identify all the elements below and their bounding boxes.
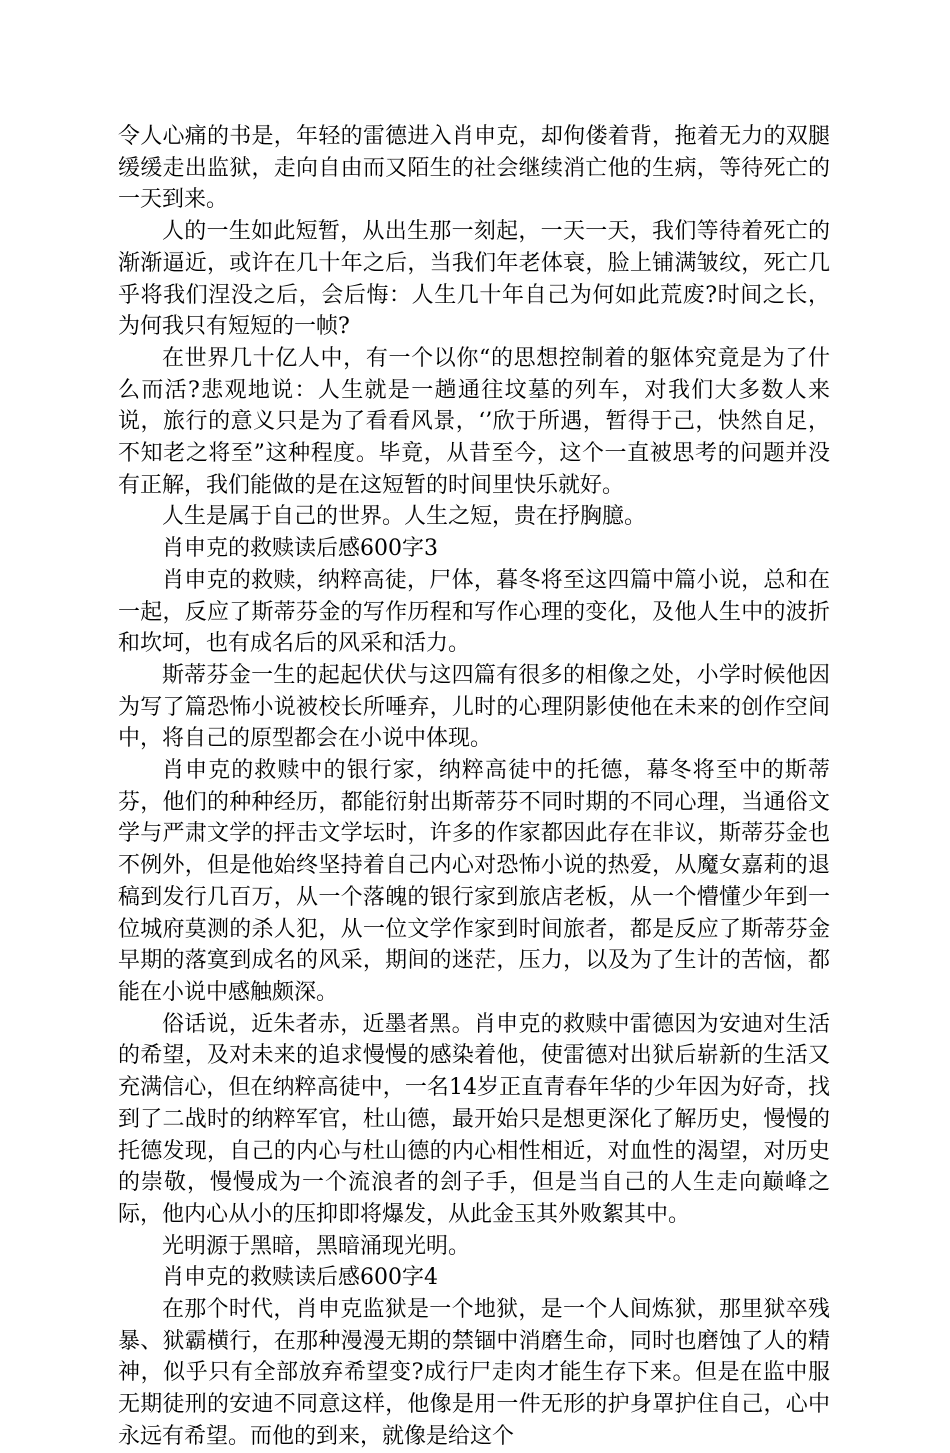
paragraph: 人的一生如此短暂，从出生那一刻起，一天一天，我们等待着死亡的渐渐逼近，或许在几十年之后，当我们年老体衰，脸上铺满皱纹，死亡几乎将我们涅没之后，会后悔：人生几十年自己为何如此荒废?时间之长，为何我只有短短的一帧? — [118, 219, 830, 340]
section-heading: 肖申克的救赎读后感600字4 — [162, 1265, 438, 1291]
paragraph: 斯蒂芬金一生的起起伏伏与这四篇有很多的相像之处，小学时候他因为写了篇恐怖小说被校长所唾弃，儿时的心理阴影使他在未来的创作空间中，将自己的原型都会在小说中体现。 — [118, 662, 830, 752]
section-heading: 肖申克的救赎读后感600字3 — [162, 536, 438, 562]
paragraph: 令人心痛的书是，年轻的雷德进入肖申克，却佝偻着背，拖着无力的双腿缓缓走出监狱，走向自由而又陌生的社会继续消亡他的生病，等待死亡的一天到来。 — [118, 124, 830, 213]
paragraph: 在那个时代，肖申克监狱是一个地狱，是一个人间炼狱，那里狱卒残暴、狱霸横行，在那种漫漫无期的禁锢中消磨生命，同时也磨蚀了人的精神，似乎只有全部放弃希望变?成行尸走肉才能生存下来。但是在监中服无期徒刑的安迪不同意这样，他像是用一件无形的护身罩护住自己，心中永远有希望。而他的到来，就像是给这个 — [118, 1297, 830, 1449]
paragraph: 光明源于黑暗，黑暗涌现光明。 — [162, 1233, 471, 1259]
paragraph: 肖申克的救赎中的银行家，纳粹高徒中的托德，幕冬将至中的斯蒂芬，他们的种种经历，都能衍射出斯蒂芬不同时期的不同心理，当通俗文学与严肃文学的抨击文学坛时，许多的作家都因此存在非议，斯蒂芬金也不例外，但是他始终坚持着自己内心对恐怖小说的热爱，从魔女嘉莉的退稿到发行几百万，从一个落魄的银行家到旅店老板，从一个懵懂少年到一位城府莫测的杀人犯，从一位文学作家到时间旅者，都是反应了斯蒂芬金早期的落寞到成名的风采，期间的迷茫，压力，以及为了生计的苦恼，都能在小说中感触颇深。 — [118, 758, 830, 1005]
paragraph: 俗话说，近朱者赤，近墨者黑。肖申克的救赎中雷德因为安迪对生活的希望，及对未来的追求慢慢的感染着他，使雷德对出狱后崭新的生活又充满信心，但在纳粹高徒中，一名14岁正直青春年华的少年因为好奇，找到了二战时的纳粹军官，杜山德，最开始只是想更深化了解历史，慢慢的托德发现，自己的内心与杜山德的内心相性相近，对血性的渴望，对历史的崇敬，慢慢成为一个流浪者的刽子手，但是当自己的人生走向巅峰之际，他内心从小的压抑即将爆发，从此金玉其外败絮其中。 — [118, 1011, 830, 1227]
paragraph: 肖申克的救赎，纳粹高徒，尸体，暮冬将至这四篇中篇小说，总和在一起，反应了斯蒂芬金的写作历程和写作心理的变化，及他人生中的波折和坎坷，也有成名后的风采和活力。 — [118, 567, 830, 657]
paragraph: 在世界几十亿人中，有一个以你“的思想控制着的躯体究竟是为了什么而活?悲观地说：人生就是一趟通往坟墓的列车，对我们大多数人来说，旅行的意义只是为了看看风景，‘’欣于所遇，暂得于己，快然自足，不知老之将至”这种程度。毕竟，从昔至今，这个一直被思考的问题并没有正解，我们能做的是在这短暂的时间里快乐就好。 — [118, 345, 830, 498]
paragraph: 人生是属于自己的世界。人生之短，贵在抒胸臆。 — [162, 504, 647, 530]
document-body — [118, 121, 830, 1453]
